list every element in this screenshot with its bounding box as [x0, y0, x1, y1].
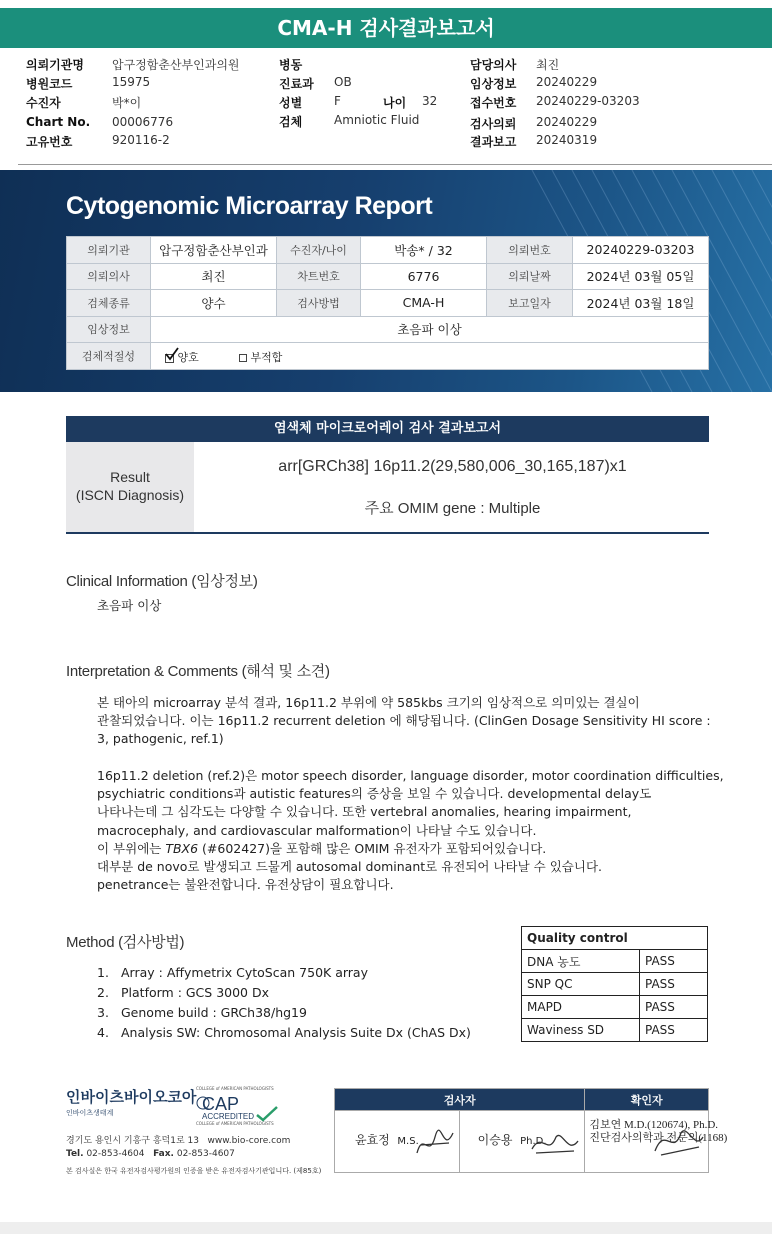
- signer-name-line: [355, 1131, 419, 1148]
- result-section-header: 염색체 마이크로어레이 검사 결과보고서: [66, 416, 709, 442]
- text-line: psychiatric conditions과 autistic features의 증상을 보일 수 있습니다. developmental delay도: [97, 786, 652, 802]
- info-row: [67, 290, 709, 317]
- meta-label-chart-no: Chart No.: [26, 115, 91, 129]
- text-line: 관찰되었습니다. 이는 16p11.2 recurrent deletion 에 해당됩니다. (ClinGen Dosage Sensitivity HI score :: [97, 713, 711, 729]
- checked-box-icon: [165, 354, 174, 363]
- clinical-text: 초음파 이상: [97, 598, 162, 613]
- cap-org-name: COLLEGE of AMERICAN PATHOLOGISTS: [196, 1086, 274, 1091]
- info-label-specimen-adequacy: 검체적절성: [67, 343, 151, 370]
- text-line: 대부분 de novo로 발생되고 드물게 autosomal dominant로 유전되어 나타날 수 있습니다.: [97, 859, 602, 875]
- meta-label-patient: 수진자: [26, 96, 61, 110]
- list-text: Analysis SW: Chromosomal Analysis Suite Dx (ChAS Dx): [121, 1025, 471, 1040]
- text-line: [97, 840, 727, 858]
- signer-name: 이승용: [477, 1133, 513, 1147]
- specimen-adequacy-options: [151, 343, 709, 370]
- text-line: 16p11.2 deletion (ref.2)은 motor speech disorder, language disorder, motor coordination difficulties,: [97, 768, 724, 783]
- company-name: 인바이츠바이오코아: [66, 1088, 197, 1106]
- meta-label-specimen: 검체: [279, 115, 303, 129]
- info-label-test-method: 검사방법: [277, 290, 361, 317]
- interpretation-heading: Interpretation & Comments (해석 및 소견): [66, 663, 330, 680]
- tel-number: 02-853-4604: [86, 1149, 145, 1159]
- qc-item: MAPD: [522, 996, 640, 1019]
- website-link[interactable]: www.bio-core.com: [207, 1136, 291, 1146]
- table-row: [522, 996, 708, 1019]
- quality-control-table: [521, 926, 708, 1042]
- list-text: Genome build : GRCh38/hg19: [121, 1005, 307, 1020]
- text-fragment: (#602427)을 포함해 많은 OMIM 유전자가 포함되어있습니다.: [198, 840, 547, 856]
- signer-credential: Ph.D.: [520, 1136, 547, 1147]
- text-line: 본 태아의 microarray 분석 결과, 16p11.2 부위에 약 585kbs 크기의 임상적으로 의미있는 결실이: [97, 695, 640, 710]
- text-line: 나타나는데 그 심각도는 다양할 수 있습니다. 또한 vertebral anomalies, hearing impairment,: [97, 804, 632, 820]
- interpretation-paragraph-2: [97, 767, 727, 894]
- table-row: [522, 1019, 708, 1042]
- clinical-heading: Clinical Information (임상정보): [66, 573, 258, 590]
- info-label-request-no: 의뢰번호: [487, 237, 573, 264]
- contact-line: [66, 1148, 290, 1161]
- result-label-iscn: (ISCN Diagnosis): [75, 487, 185, 503]
- meta-value-unique-no: 920116-2: [112, 133, 170, 147]
- info-value-request-date: 2024년 03월 05일: [573, 263, 709, 290]
- info-label-chart-no: 차트번호: [277, 263, 361, 290]
- qc-result: PASS: [640, 973, 708, 996]
- text-line: penetrance는 불완전합니다. 유전상담이 필요합니다.: [97, 877, 394, 893]
- cap-label: CAP: [202, 1094, 240, 1114]
- list-number: 3.: [97, 1005, 109, 1020]
- qc-item: SNP QC: [522, 973, 640, 996]
- text-line: 3, pathogenic, ref.1): [97, 731, 224, 747]
- list-item: [97, 1003, 471, 1023]
- confirmer-header: 확인자: [585, 1089, 709, 1111]
- checkmark-icon: [256, 1106, 278, 1122]
- info-row: [67, 237, 709, 264]
- info-label-clinical: 임상정보: [67, 316, 151, 343]
- adequacy-good-label: 양호: [177, 351, 199, 364]
- iscn-result: arr[GRCh38] 16p11.2(29,580,006_30,165,187)x1: [278, 458, 627, 475]
- examiner-1-signature: [335, 1111, 460, 1173]
- meta-label-hospital-code: 병원코드: [26, 77, 73, 91]
- header-divider: [18, 164, 772, 165]
- confirmer-title: 진단검사의학과 전문의(1168): [589, 1132, 728, 1144]
- info-label-doctor: 의뢰의사: [67, 263, 151, 290]
- info-label-patient-age: 수진자/나이: [277, 237, 361, 264]
- info-value-doctor: 최진: [151, 263, 277, 290]
- page-bottom-bar: [0, 1222, 772, 1234]
- fax-label: Fax.: [153, 1149, 174, 1159]
- method-heading: Method (검사방법): [66, 934, 185, 951]
- result-label: Result: [110, 469, 150, 485]
- banner-title: Cytogenomic Microarray Report: [66, 192, 433, 220]
- info-value-patient-age: 박송* / 32: [361, 237, 487, 264]
- table-row: [335, 1111, 709, 1173]
- company-logo: [66, 1086, 196, 1118]
- meta-value-chart-no: 00006776: [112, 115, 174, 129]
- method-list: [97, 963, 471, 1043]
- meta-value-specimen: Amniotic Fluid: [334, 113, 420, 127]
- meta-label-doctor: 담당의사: [470, 58, 517, 72]
- info-label-specimen-type: 검체종류: [67, 290, 151, 317]
- signature-table: [334, 1088, 728, 1173]
- info-value-clinical: 초음파 이상: [151, 316, 709, 343]
- text-line: macrocephaly, and cardiovascular malformation이 나타날 수도 있습니다.: [97, 822, 537, 838]
- meta-label-test-request: 검사의뢰: [470, 117, 517, 131]
- qc-result: PASS: [640, 1019, 708, 1042]
- info-value-specimen-type: 양수: [151, 290, 277, 317]
- handwritten-signature-icon: [530, 1127, 580, 1159]
- company-address-block: [66, 1135, 290, 1161]
- meta-label-department: 진료과: [279, 77, 314, 91]
- company-subtitle: 인바이츠생태계: [66, 1109, 114, 1117]
- result-divider: [66, 532, 709, 534]
- info-value-test-method: CMA-H: [361, 290, 487, 317]
- table-row: [522, 973, 708, 996]
- tel-label: Tel.: [66, 1149, 84, 1159]
- gene-name: TBX6: [165, 840, 199, 856]
- qc-item: Waviness SD: [522, 1019, 640, 1042]
- info-row: [67, 316, 709, 343]
- meta-value-receipt-no: 20240229-03203: [536, 94, 640, 108]
- confirmer-name: 김보연 M.D.(120674), Ph.D.: [589, 1119, 719, 1131]
- meta-value-sex: F: [334, 94, 341, 108]
- address: 경기도 용인시 기흥구 흥덕1로 13: [66, 1136, 199, 1146]
- info-value-institution: 압구정함춘산부인과: [151, 237, 277, 264]
- list-text: Array : Affymetrix CytoScan 750K array: [121, 965, 368, 980]
- meta-label-ward: 병동: [279, 58, 303, 72]
- confirmer-signature: [585, 1111, 728, 1173]
- result-label-box: [66, 442, 194, 532]
- info-label-institution: 의뢰기관: [67, 237, 151, 264]
- meta-value-patient: 박*이: [112, 96, 142, 110]
- list-number: 2.: [97, 985, 109, 1000]
- signer-name: 윤효정: [355, 1133, 390, 1147]
- list-number: 4.: [97, 1025, 109, 1040]
- meta-label-clinical-info: 임상정보: [470, 77, 517, 91]
- list-number: 1.: [97, 965, 109, 980]
- qc-title: Quality control: [522, 927, 708, 950]
- info-value-chart-no: 6776: [361, 263, 487, 290]
- meta-label-age: 나이: [383, 96, 407, 110]
- list-text: Platform : GCS 3000 Dx: [121, 985, 270, 1000]
- meta-value-clinical-info: 20240229: [536, 75, 598, 89]
- adequacy-bad-checkbox[interactable]: [239, 349, 282, 365]
- info-value-report-date: 2024년 03월 18일: [573, 290, 709, 317]
- meta-label-institution: 의뢰기관명: [26, 58, 84, 72]
- certification-note: 본 검사실은 한국 유전자검사평가원의 인증을 받은 유전자검사기관입니다. (제85호): [66, 1167, 322, 1175]
- table-row: [522, 950, 708, 973]
- meta-label-receipt-no: 접수번호: [470, 96, 517, 110]
- meta-label-unique-no: 고유번호: [26, 135, 73, 149]
- info-value-request-no: 20240229-03203: [573, 237, 709, 264]
- cap-org-name-bottom: COLLEGE of AMERICAN PATHOLOGISTS: [196, 1121, 274, 1126]
- meta-value-doctor: 최진: [536, 58, 560, 72]
- examiner-header: 검사자: [335, 1089, 585, 1111]
- meta-value-age: 32: [422, 94, 438, 108]
- interpretation-paragraph-1: [97, 694, 727, 749]
- text-fragment: 이 부위에는: [97, 840, 166, 856]
- report-banner: [0, 170, 772, 392]
- qc-item: DNA 농도: [522, 950, 640, 973]
- meta-value-result-report: 20240319: [536, 133, 598, 147]
- info-row: [67, 343, 709, 370]
- list-item: [97, 983, 471, 1003]
- address-line: [66, 1135, 290, 1148]
- meta-value-department: OB: [334, 75, 352, 89]
- signer-credential: M.S.: [397, 1136, 419, 1147]
- omim-summary: 주요 OMIM gene : Multiple: [364, 500, 541, 517]
- meta-value-hospital-code: 15975: [112, 75, 151, 89]
- meta-value-institution: 압구정함춘산부인과의원: [112, 58, 240, 72]
- handwritten-signature-icon: [413, 1125, 457, 1161]
- list-item: [97, 1023, 471, 1043]
- empty-box-icon: [239, 354, 247, 362]
- cap-accredited-label: ACCREDITED: [202, 1112, 255, 1121]
- meta-label-sex: 성별: [279, 96, 303, 110]
- report-title: CMA-H 검사결과보고서: [0, 8, 772, 48]
- fax-number: 02-853-4607: [176, 1149, 235, 1159]
- qc-result: PASS: [640, 996, 708, 1019]
- info-label-report-date: 보고일자: [487, 290, 573, 317]
- request-info-table: [66, 236, 709, 370]
- cap-accreditation-logo: [196, 1086, 280, 1126]
- list-item: [97, 963, 471, 983]
- qc-result: PASS: [640, 950, 708, 973]
- examiner-2-signature: [459, 1111, 585, 1173]
- table-row: [522, 927, 708, 950]
- adequacy-bad-label: 부적합: [250, 351, 283, 364]
- meta-value-test-request: 20240229: [536, 115, 598, 129]
- meta-label-result-report: 결과보고: [470, 135, 517, 149]
- info-row: [67, 263, 709, 290]
- info-label-request-date: 의뢰날짜: [487, 263, 573, 290]
- adequacy-good-checkbox[interactable]: [165, 349, 199, 365]
- table-row: [335, 1089, 709, 1111]
- handwritten-signature-icon: [651, 1121, 705, 1161]
